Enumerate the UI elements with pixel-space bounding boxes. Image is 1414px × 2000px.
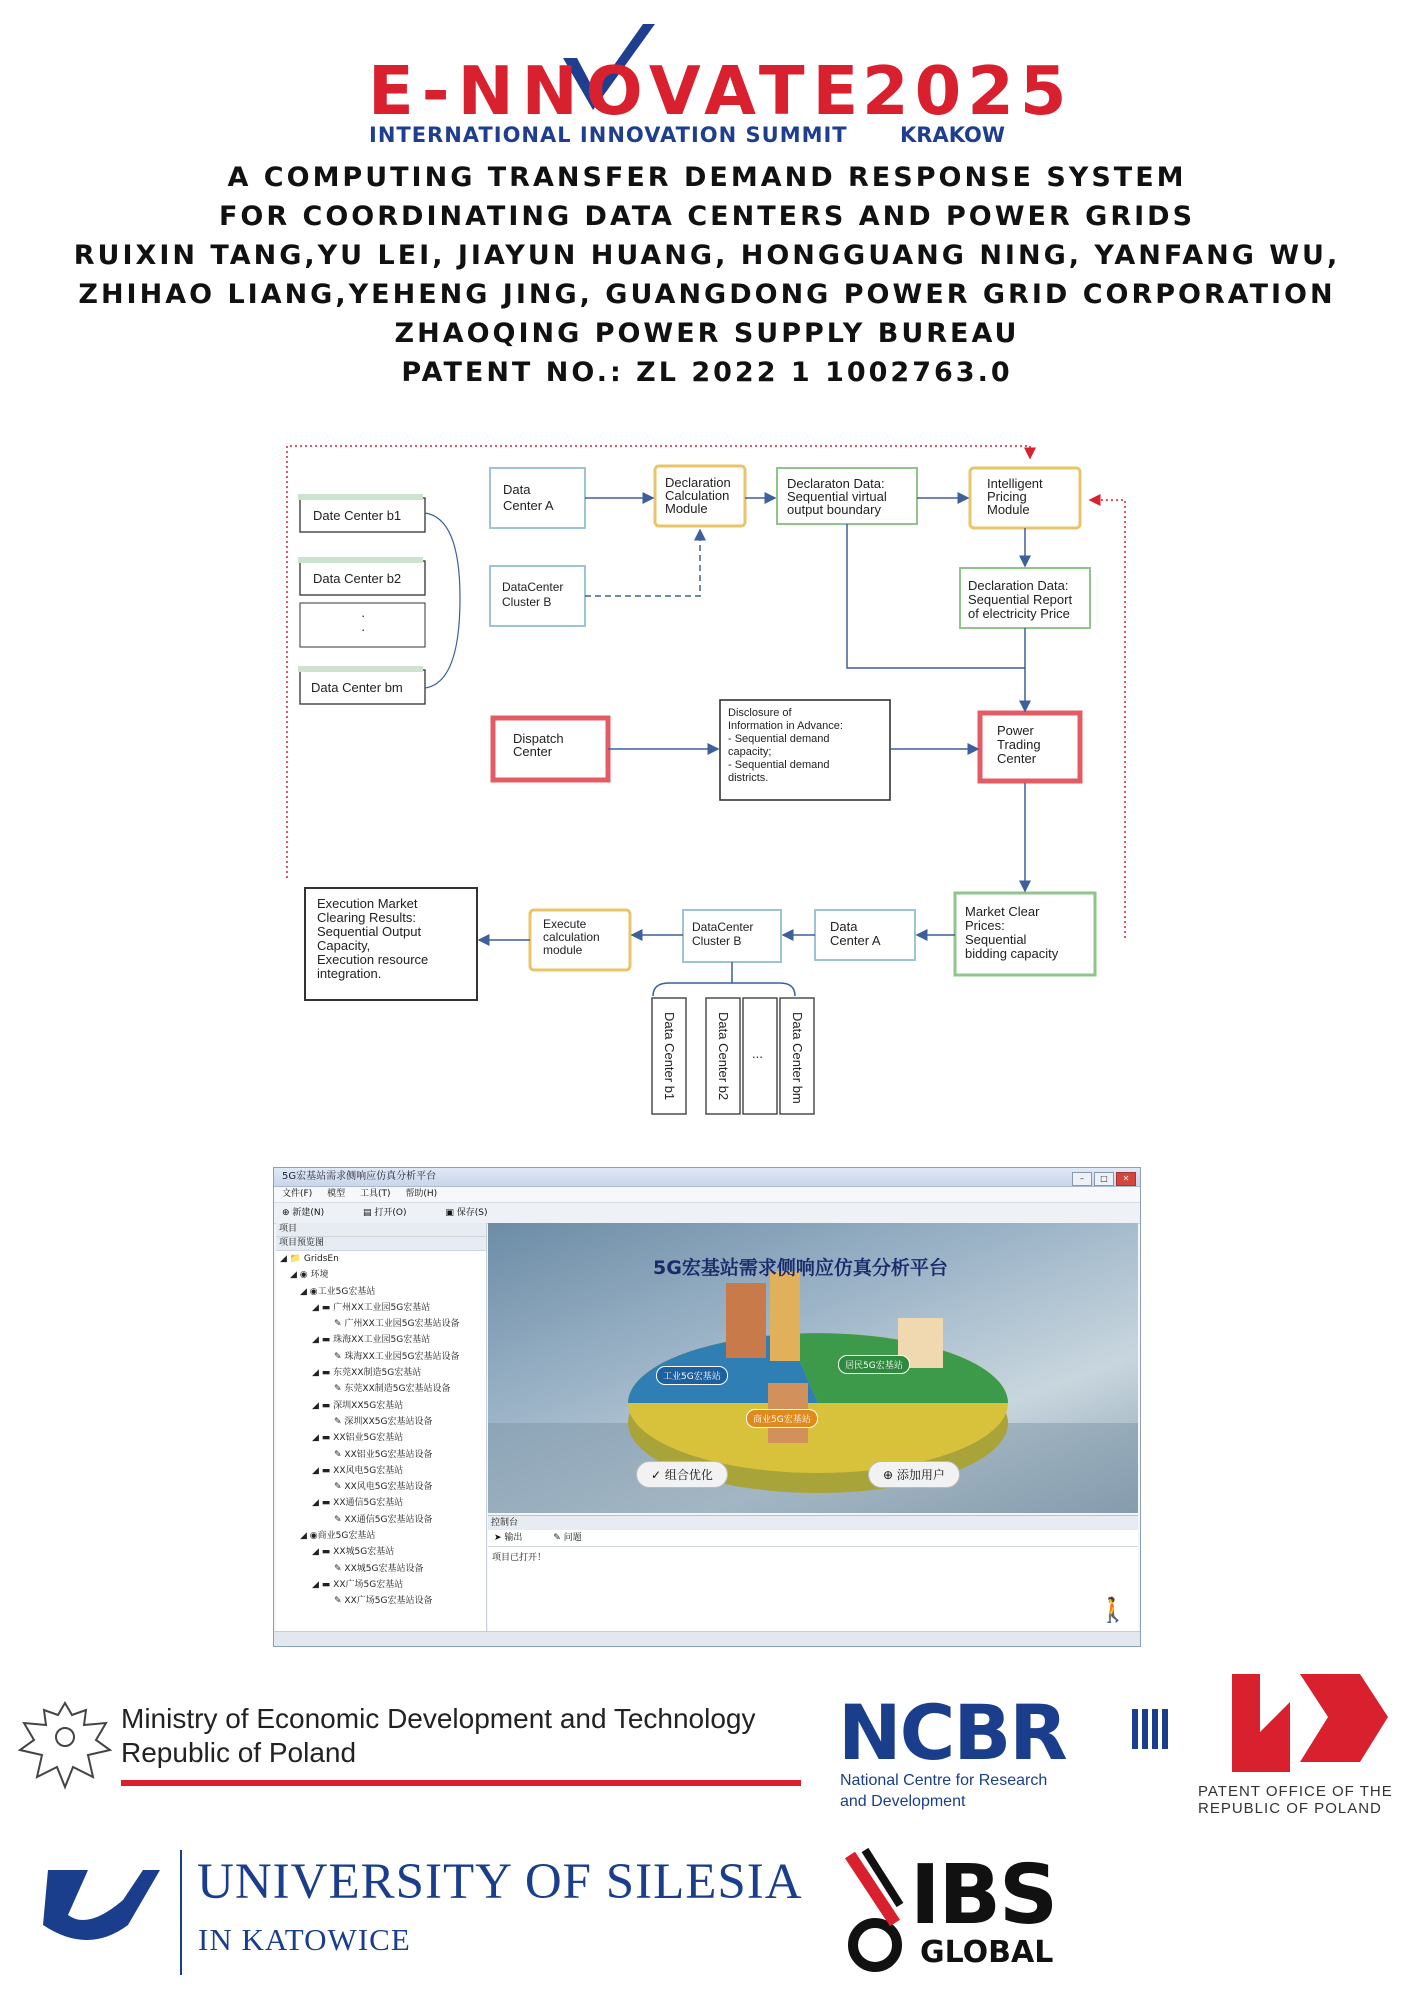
svg-text:Cluster B: Cluster B [502, 595, 552, 609]
minimize-button[interactable]: – [1072, 1172, 1092, 1186]
svg-text:DataCenter: DataCenter [502, 580, 564, 594]
svg-text:Intelligent: Intelligent [987, 476, 1043, 491]
project-tree-panel [276, 1223, 487, 1631]
tree-node[interactable]: ◢ ◉商业5G宏基站 [300, 1531, 376, 1542]
svg-text:·: · [361, 622, 366, 637]
svg-text:DataCenter: DataCenter [692, 920, 754, 934]
window-titlebar [274, 1168, 1140, 1187]
worker-figure-icon: 🚶 [1098, 1596, 1128, 1624]
declaration-data-box [777, 468, 917, 524]
panel-label: 项目 [276, 1223, 486, 1237]
svg-text:integration.: integration. [317, 966, 382, 981]
tree-node[interactable]: ◢ ▬ XX通信5G宏基站 [312, 1498, 404, 1509]
svg-text:Sequential virtual: Sequential virtual [787, 489, 887, 504]
tree-node[interactable]: ◢ ▬ XX铝业5G宏基站 [312, 1433, 404, 1444]
svg-text:·: · [361, 608, 366, 623]
maximize-button[interactable]: □ [1094, 1172, 1114, 1186]
menu-help[interactable]: 帮助(H) [405, 1189, 438, 1199]
tree-node[interactable]: ✎ 广州XX工业园5G宏基站设备 [334, 1319, 460, 1330]
tab-problems[interactable]: ✎ 问题 [553, 1533, 582, 1543]
data-center-b2-label: Data Center b2 [313, 571, 402, 586]
event-name: E-NNOVATE [368, 52, 867, 130]
industrial-segment-badge[interactable]: 工业5G宏基站 [656, 1366, 728, 1385]
ncbr-subtitle: National Centre for Research [840, 1772, 1048, 1789]
ministry-name: Ministry of Economic Development and Technology [121, 1703, 756, 1734]
ibs-mark-icon [840, 1845, 910, 1975]
tab-output[interactable]: ➤ 输出 [494, 1533, 523, 1543]
svg-text:Data Center b2: Data Center b2 [716, 1012, 731, 1101]
patent-office-name: PATENT OFFICE OF THE [1198, 1783, 1393, 1800]
svg-text:Trading: Trading [997, 737, 1041, 752]
svg-text:Declaration Data:: Declaration Data: [968, 578, 1069, 593]
svg-text:Data Center b1: Data Center b1 [662, 1012, 677, 1101]
residential-segment-badge[interactable]: 居民5G宏基站 [838, 1355, 910, 1374]
open-button[interactable]: ▤ 打开(O) [363, 1208, 407, 1218]
svg-text:output boundary: output boundary [787, 502, 881, 517]
event-city: KRAKOW [900, 123, 1006, 147]
project-tree [276, 1251, 486, 1610]
data-center-a-bottom-box [815, 910, 915, 960]
svg-text:Market Clear: Market Clear [965, 904, 1040, 919]
ibs-subtitle: GLOBAL [920, 1935, 1054, 1970]
data-center-b2-box [298, 557, 425, 595]
declaration-calculation-module-box [655, 466, 745, 526]
data-center-a-box [490, 468, 585, 528]
feedback-loop-line [1090, 500, 1125, 938]
svg-text:Execution Market: Execution Market [317, 896, 418, 911]
save-button[interactable]: ▣ 保存(S) [445, 1208, 488, 1218]
tree-node[interactable]: ◢ ▬ 广州XX工业园5G宏基站 [312, 1302, 431, 1313]
svg-text:Data: Data [830, 919, 858, 934]
svg-text:bidding capacity: bidding capacity [965, 946, 1059, 961]
add-user-button[interactable]: ⊕ 添加用户 [868, 1461, 960, 1488]
svg-text:calculation: calculation [543, 930, 600, 944]
svg-text:Declaraton Data:: Declaraton Data: [787, 476, 885, 491]
power-trading-center-box [980, 713, 1080, 781]
disclosure-information-box [720, 700, 890, 800]
console-message: 项目已打开！ [492, 1553, 547, 1563]
svg-text:Center A: Center A [503, 498, 554, 513]
console-title: 控制台 [488, 1516, 1138, 1530]
data-center-ellipsis-box [300, 603, 425, 647]
svg-text:Disclosure of: Disclosure of [728, 707, 792, 719]
university-city: IN KATOWICE [198, 1922, 411, 1957]
tree-node[interactable]: ◢ ▬ 深圳XX5G宏基站 [312, 1400, 404, 1411]
svg-text:Center: Center [513, 744, 553, 759]
tree-node[interactable]: ✎ 深圳XX5G宏基站设备 [334, 1416, 433, 1427]
tree-title: 项目预览图 [276, 1237, 486, 1251]
tree-node[interactable]: ◢ ▬ XX广场5G宏基站 [312, 1579, 404, 1590]
tree-node[interactable]: ✎ 珠海XX工业园5G宏基站设备 [334, 1351, 460, 1362]
authors-line: ZHIHAO LIANG,YEHENG JING, GUANGDONG POWER GRID CORPORATION [78, 279, 1336, 310]
combination-optimize-button[interactable]: ✓ 组合优化 [636, 1461, 728, 1488]
svg-text:of electricity Price: of electricity Price [968, 606, 1070, 621]
svg-text:Capacity,: Capacity, [317, 938, 371, 953]
tree-node[interactable]: ◢ ▬ 东莞XX制造5G宏基站 [312, 1368, 422, 1379]
menu-bar [274, 1187, 1140, 1203]
vertical-data-center-bm-box [780, 998, 814, 1114]
ncbr-subtitle: and Development [840, 1793, 966, 1810]
vertical-data-center-b2-box [706, 998, 740, 1114]
menu-model[interactable]: 模型 [327, 1189, 346, 1199]
svg-text:Module: Module [987, 502, 1030, 517]
svg-text:districts.: districts. [728, 772, 769, 784]
svg-text:Calculation: Calculation [665, 488, 730, 503]
title-line: FOR COORDINATING DATA CENTERS AND POWER GRIDS [218, 201, 1196, 232]
svg-text:Declaration: Declaration [665, 475, 731, 490]
vertical-data-center-ellipsis-box [743, 998, 777, 1114]
title-line: A COMPUTING TRANSFER DEMAND RESPONSE SYSTEM [227, 162, 1187, 193]
svg-text:Center A: Center A [830, 933, 881, 948]
execute-calculation-module-box [530, 910, 630, 970]
event-year: 2025 [862, 52, 1073, 130]
ministry-underline [121, 1780, 801, 1786]
dashboard-hero-panel [488, 1223, 1138, 1513]
menu-file[interactable]: 文件(F) [282, 1189, 313, 1199]
intelligent-pricing-module-box [970, 468, 1080, 528]
tree-node[interactable]: ✎ XX通信5G宏基站设备 [334, 1514, 433, 1525]
svg-text:Execution resource: Execution resource [317, 952, 429, 967]
svg-text:Center: Center [997, 751, 1037, 766]
svg-text:Data: Data [503, 482, 531, 497]
tree-node[interactable]: ◢ ▬ 珠海XX工业园5G宏基站 [312, 1335, 431, 1346]
summit-name: INTERNATIONAL INNOVATION SUMMIT [369, 123, 848, 147]
svg-text:Sequential Output: Sequential Output [317, 924, 422, 939]
svg-text:Pricing: Pricing [987, 489, 1027, 504]
new-button[interactable]: ⊕ 新建(N) [282, 1208, 325, 1218]
tree-node[interactable]: ◢ ▬ XX城5G宏基站 [312, 1547, 395, 1558]
patent-number: PATENT NO.: ZL 2022 1 1002763.0 [401, 357, 1013, 388]
datacenter-cluster-b-box [490, 566, 585, 626]
poster-title-block [0, 158, 1414, 392]
status-bar [274, 1631, 1140, 1646]
tree-node[interactable]: ◢ ◉ 环境 [290, 1270, 329, 1281]
dispatch-center-box [493, 718, 608, 780]
commercial-segment-badge[interactable]: 商业5G宏基站 [746, 1409, 818, 1428]
svg-text:Power: Power [997, 723, 1034, 738]
svg-text:capacity;: capacity; [728, 746, 772, 758]
university-of-silesia-logo-icon [28, 1860, 163, 1940]
data-center-b1-label: Date Center b1 [313, 508, 402, 523]
menu-tools[interactable]: 工具(T) [359, 1189, 391, 1199]
datacenter-cluster-b-bottom-box [683, 910, 781, 962]
svg-text:- Sequential demand: - Sequential demand [728, 759, 830, 771]
ncbr-mark-icon [1132, 1707, 1172, 1751]
svg-text:- Sequential demand: - Sequential demand [728, 733, 830, 745]
market-clear-prices-box [955, 893, 1095, 975]
polish-eagle-emblem-icon [18, 1695, 113, 1795]
university-divider [180, 1850, 182, 1975]
execution-results-box [305, 888, 477, 1000]
declaration-report-box [960, 568, 1090, 628]
svg-text:Sequential Report: Sequential Report [968, 592, 1073, 607]
tree-node[interactable]: ✎ XX风电5G宏基站设备 [334, 1482, 433, 1493]
svg-text:Prices:: Prices: [965, 918, 1005, 933]
vertical-data-center-b1-box [652, 998, 686, 1114]
svg-text:Information in Advance:: Information in Advance: [728, 720, 843, 732]
svg-text:Clearing Results:: Clearing Results: [317, 910, 416, 925]
tree-node[interactable]: ✎ XX城5G宏基站设备 [334, 1563, 424, 1574]
svg-text:Sequential: Sequential [965, 932, 1027, 947]
svg-text:Module: Module [665, 501, 708, 516]
tree-node[interactable]: ✎ XX铝业5G宏基站设备 [334, 1449, 433, 1460]
affiliation-line: ZHAOQING POWER SUPPLY BUREAU [394, 318, 1020, 349]
hero-title: 5G宏基站需求侧响应仿真分析平台 [653, 1257, 948, 1279]
system-flow-diagram [275, 438, 1135, 1128]
svg-text:...: ... [752, 1046, 763, 1061]
patent-office-logo-icon [1230, 1672, 1390, 1777]
data-center-bm-box [298, 666, 425, 704]
patent-office-country: REPUBLIC OF POLAND [1198, 1800, 1382, 1817]
tree-node[interactable]: ◢ ◉工业5G宏基站 [300, 1286, 376, 1297]
tree-node[interactable]: ◢ 📁 GridsEn [280, 1254, 339, 1264]
toolbar [274, 1203, 1140, 1224]
simulation-platform-window [273, 1167, 1141, 1647]
close-button[interactable]: ✕ [1116, 1172, 1136, 1186]
university-name: UNIVERSITY OF SILESIA [197, 1854, 803, 1910]
ibs-logo: IBS [910, 1848, 1057, 1943]
authors-line: RUIXIN TANG,YU LEI, JIAYUN HUANG, HONGGUANG NING, YANFANG WU, [73, 240, 1341, 271]
data-center-b1-box [298, 494, 425, 532]
data-center-bm-label: Data Center bm [311, 680, 403, 695]
svg-text:Data Center bm: Data Center bm [790, 1012, 805, 1104]
console-panel [488, 1515, 1138, 1632]
tree-node[interactable]: ✎ XX广场5G宏基站设备 [334, 1596, 433, 1607]
ministry-country: Republic of Poland [121, 1737, 357, 1768]
tree-node[interactable]: ✎ 东莞XX制造5G宏基站设备 [334, 1384, 451, 1395]
tree-node[interactable]: ◢ ▬ XX风电5G宏基站 [312, 1465, 404, 1476]
svg-text:Execute: Execute [543, 917, 587, 931]
svg-text:Cluster B: Cluster B [692, 934, 742, 948]
ncbr-logo: NCBR [838, 1688, 1066, 1777]
svg-text:Dispatch: Dispatch [513, 731, 564, 746]
svg-text:module: module [543, 943, 583, 957]
window-title: 5G宏基站需求侧响应仿真分析平台 [282, 1171, 437, 1182]
